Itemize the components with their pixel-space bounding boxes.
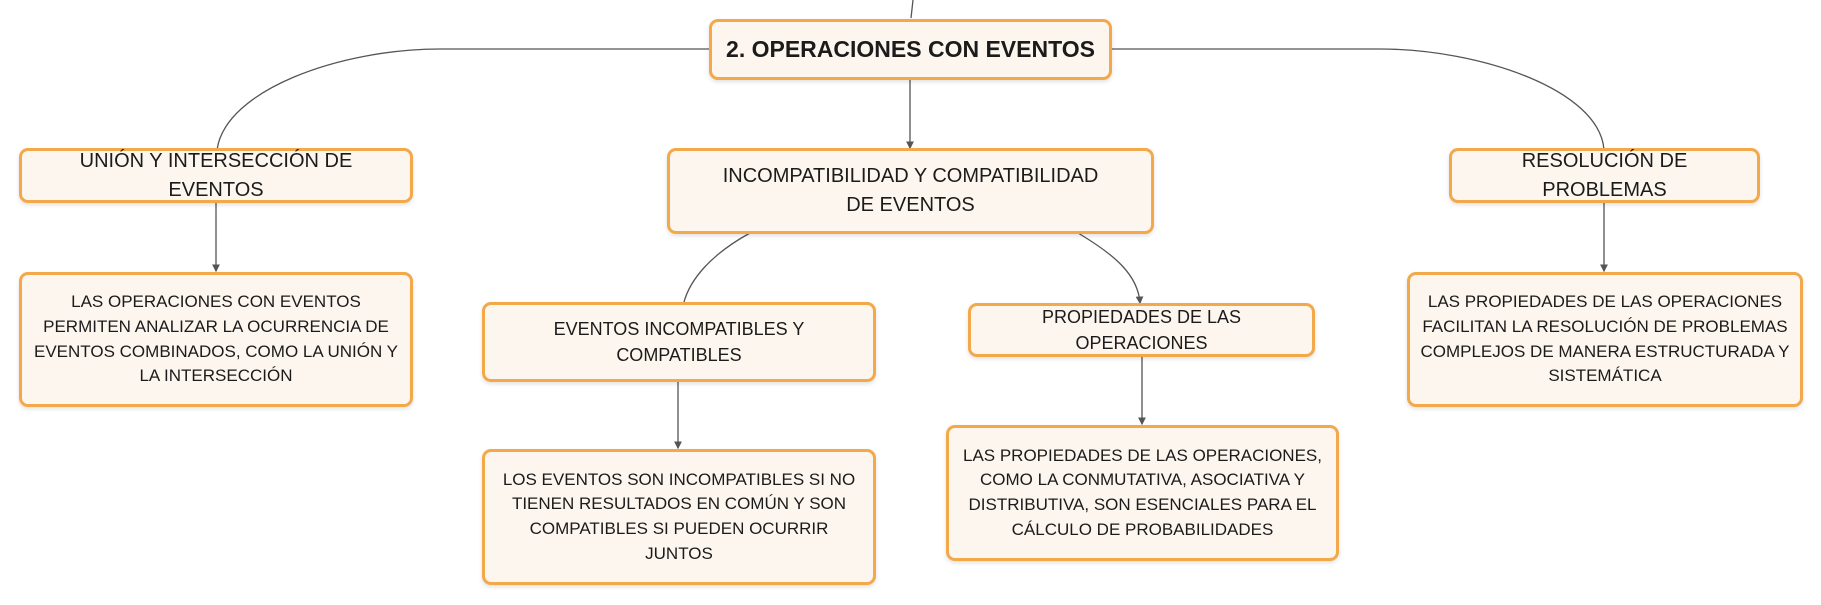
subtopic-incompatible-compatible[interactable] [482, 302, 876, 382]
topic-compatibility[interactable] [667, 148, 1154, 234]
detail-incompatible-compatible-text: LOS EVENTOS SON INCOMPATIBLES SI NO TIENEN RESULTADOS EN COMÚN Y SON COMPATIBLES SI PUEDEN OCURRIR JUNTOS [502, 469, 856, 563]
connector-top [911, 0, 913, 18]
detail-operation-properties-text: LAS PROPIEDADES DE LAS OPERACIONES, COMO LA CONMUTATIVA, ASOCIATIVA Y DISTRIBUTIVA, SON ESENCIALES PARA EL CÁLCULO DE PROBABILIDADES [962, 445, 1322, 539]
topic-compatibility-label: INCOMPATIBILIDAD Y COMPATIBILIDAD DE EVENTOS [722, 165, 1099, 216]
detail-problem-solving[interactable] [1407, 272, 1803, 407]
subtopic-operation-properties[interactable] [968, 303, 1315, 357]
topic-union-intersection-label: UNIÓN Y INTERSECCIÓN DE EVENTOS [79, 149, 353, 201]
topic-problem-solving[interactable] [1449, 148, 1760, 203]
detail-operation-properties[interactable] [946, 425, 1339, 561]
connector-compat-properties [1078, 233, 1140, 303]
connector-root-union [217, 49, 710, 150]
topic-union-intersection[interactable] [19, 148, 413, 203]
connector-compat-incompatibles [684, 233, 750, 302]
detail-problem-solving-text: LAS PROPIEDADES DE LAS OPERACIONES FACILITAN LA RESOLUCIÓN DE PROBLEMAS COMPLEJOS DE MANERA ESTRUCTURADA Y SISTEMÁTICA [1420, 292, 1790, 386]
subtopic-incompatible-compatible-label: EVENTOS INCOMPATIBLES Y COMPATIBLES [553, 318, 805, 365]
detail-incompatible-compatible[interactable] [482, 449, 876, 585]
topic-problem-solving-label: RESOLUCIÓN DE PROBLEMAS [1521, 149, 1688, 201]
subtopic-operation-properties-label: PROPIEDADES DE LAS OPERACIONES [1041, 306, 1242, 353]
detail-union-intersection-text: LAS OPERACIONES CON EVENTOS PERMITEN ANALIZAR LA OCURRENCIA DE EVENTOS COMBINADOS, COMO LA UNIÓN Y LA INTERSECCIÓN [34, 292, 398, 386]
detail-union-intersection[interactable] [19, 272, 413, 407]
root-node[interactable] [709, 19, 1112, 80]
connector-root-problems [1112, 49, 1604, 150]
root-label: 2. OPERACIONES CON EVENTOS [726, 35, 1095, 62]
